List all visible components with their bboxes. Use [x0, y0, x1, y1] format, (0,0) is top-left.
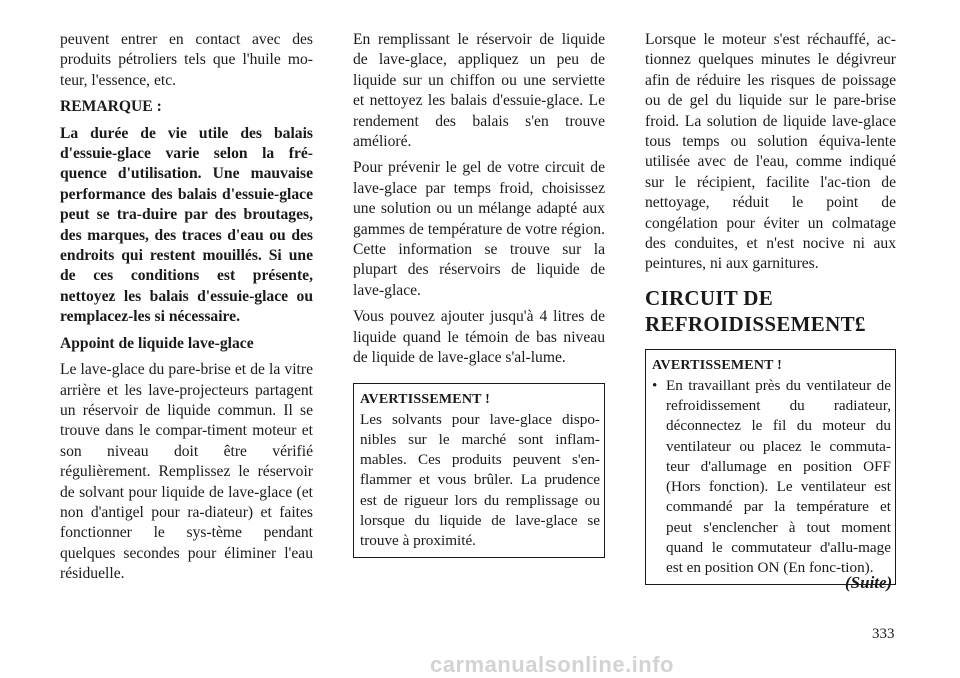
bullet-icon: •	[652, 377, 658, 395]
warning-title: AVERTISSEMENT !	[652, 357, 782, 373]
warning-title: AVERTISSEMENT !	[360, 391, 490, 407]
column-middle	[353, 30, 605, 558]
warning-bullet-item	[652, 376, 891, 578]
watermark: carmanualsonline.info	[430, 652, 674, 677]
page-number: 333	[872, 626, 895, 642]
warning-text: Les solvants pour lave-glace dispo-nibles sur le marché sont inflam-mables. Ces produits peuvent s'en-flammer et vous brûler. La prudence est de rigueur lors du remplissage ou lorsque du liquide de lave-glace se trouve à proximité.	[360, 410, 600, 549]
washer-fluid-subheading: Appoint de liquide lave-glace	[60, 334, 254, 352]
remark-text: La durée de vie utile des balais d'essuie-glace varie selon la fré-quence d'utilisation. Une mauvaise performance des balais d'essuie-glace peut se tra-duire par des broutages, des marques, des traces d'eau ou des endroits qui restent mouillés. Si une de ces conditions est présente, nettoyez les balais d'essuie-glace ou remplacez-les si nécessaire.	[60, 124, 313, 326]
freeze-prevention-paragraph: Pour prévenir le gel de votre circuit de lave-glace par temps froid, choisissez une solution ou un mélange adapté aux gammes de température de votre région. Cette information se trouve sur la plupart des réservoirs de liquide de lave-glace.	[353, 159, 605, 299]
remark-heading: REMARQUE :	[60, 98, 162, 116]
fill-reservoir-paragraph: En remplissant le réservoir de liquide de lave-glace, appliquez un peu de liquide sur un chiffon ou une serviette et nettoyez les balais d'essuie-glace. Le rendement des balais s'en trouve amélioré.	[353, 31, 605, 151]
cooling-system-title: CIRCUIT DE REFROIDISSEMENT£	[645, 285, 866, 336]
fan-warning-box	[645, 349, 896, 585]
continued-label: (Suite)	[845, 573, 893, 592]
column-right	[645, 30, 896, 585]
washer-fluid-paragraph: Le lave-glace du pare-brise et de la vitre arrière et les lave-projecteurs partagent un réservoir de liquide commun. Il se trouve dans le compar-timent moteur et son niveau doit être vérifié régulièrement. Remplissez le réservoir de solvant pour liquide de lave-glace (et non d'antigel pour ra-diateur) et faites fonctionner le sys-tème pendant quelques secondes pour éliminer l'eau résiduelle.	[60, 361, 313, 583]
defroster-paragraph: Lorsque le moteur s'est réchauffé, ac-tionnez quelques minutes le dégivreur afin de réduire les risques de poissage ou de gel du liquide sur le pare-brise froid. La solution de liquide lave-glace tous temps ou solution équiva-lente utilisée avec de l'eau, comme indiqué sur le récipient, facilite l'ac-tion de nettoyage, réduit le point de congélation pour éviter un colmatage des conduites, et n'est nocive ni aux peintures, ni aux garnitures.	[645, 31, 896, 273]
column-left	[60, 30, 313, 591]
warning-bullet-text: En travaillant près du ventilateur de refroidissement du radiateur, déconnectez le fil du moteur du ventilateur ou placez le commuta-teur d'allumage en position OFF (Hors fonction). Le ventilateur est commandé par la température et peut s'enclencher à tout moment quand le commutateur d'allu-mage est en position ON (En fonc-tion).	[666, 377, 891, 576]
solvent-warning-box	[353, 383, 605, 559]
intro-paragraph: peuvent entrer en contact avec des produits pétroliers tels que l'huile mo-teur, l'essence, etc.	[60, 31, 313, 89]
capacity-paragraph: Vous pouvez ajouter jusqu'à 4 litres de liquide quand le témoin de bas niveau de liquide de lave-glace s'al-lume.	[353, 308, 605, 367]
